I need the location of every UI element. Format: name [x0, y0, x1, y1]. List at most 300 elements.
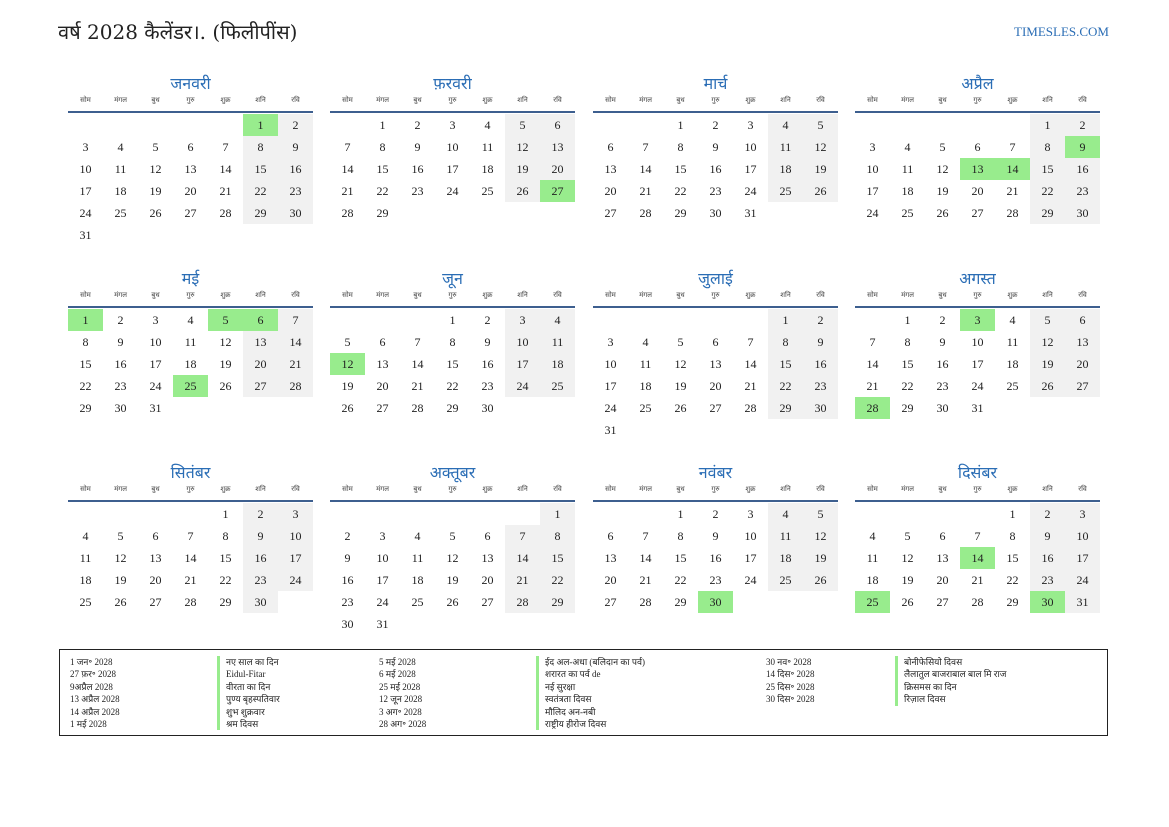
day-cell[interactable]: 23 — [709, 184, 722, 198]
day-cell[interactable]: 12 — [1030, 331, 1065, 353]
day-cell[interactable]: 19 — [341, 379, 354, 393]
day-cell[interactable]: 23 — [803, 375, 838, 397]
day-cell[interactable]: 23 — [411, 184, 424, 198]
day-cell[interactable]: 10 — [278, 525, 313, 547]
day-cell[interactable]: 8 — [768, 331, 803, 353]
day-cell[interactable]: 28 — [219, 206, 232, 220]
holiday-day-cell[interactable]: 27 — [540, 180, 575, 202]
day-cell[interactable]: 24 — [446, 184, 459, 198]
day-cell[interactable]: 19 — [901, 573, 914, 587]
holiday-day-cell[interactable]: 28 — [855, 397, 890, 419]
day-cell[interactable]: 7 — [1009, 140, 1016, 154]
day-cell[interactable]: 18 — [184, 357, 197, 371]
day-cell[interactable]: 12 — [446, 551, 459, 565]
day-cell[interactable]: 7 — [642, 529, 649, 543]
day-cell[interactable]: 19 — [149, 184, 162, 198]
day-cell[interactable]: 28 — [971, 595, 984, 609]
day-cell[interactable]: 13 — [604, 551, 617, 565]
day-cell[interactable]: 11 — [639, 357, 652, 371]
day-cell[interactable]: 22 — [79, 379, 92, 393]
day-cell[interactable]: 21 — [744, 379, 757, 393]
day-cell[interactable]: 21 — [505, 569, 540, 591]
day-cell[interactable]: 29 — [219, 595, 232, 609]
day-cell[interactable]: 20 — [709, 379, 722, 393]
day-cell[interactable]: 14 — [411, 357, 424, 371]
day-cell[interactable]: 8 — [379, 140, 386, 154]
day-cell[interactable]: 16 — [411, 162, 424, 176]
day-cell[interactable]: 11 — [79, 551, 92, 565]
holiday-day-cell[interactable]: 12 — [330, 353, 365, 375]
day-cell[interactable]: 27 — [149, 595, 162, 609]
day-cell[interactable]: 3 — [449, 118, 456, 132]
day-cell[interactable]: 4 — [768, 503, 803, 525]
day-cell[interactable]: 17 — [79, 184, 92, 198]
day-cell[interactable]: 31 — [604, 423, 617, 437]
day-cell[interactable]: 27 — [604, 206, 617, 220]
day-cell[interactable]: 22 — [376, 184, 389, 198]
day-cell[interactable]: 8 — [222, 529, 229, 543]
day-cell[interactable]: 2 — [1030, 503, 1065, 525]
day-cell[interactable]: 30 — [114, 401, 127, 415]
day-cell[interactable]: 3 — [278, 503, 313, 525]
day-cell[interactable]: 11 — [540, 331, 575, 353]
day-cell[interactable]: 28 — [184, 595, 197, 609]
day-cell[interactable]: 20 — [149, 573, 162, 587]
day-cell[interactable]: 10 — [744, 529, 757, 543]
day-cell[interactable]: 18 — [901, 184, 914, 198]
day-cell[interactable]: 12 — [803, 136, 838, 158]
day-cell[interactable]: 1 — [677, 507, 684, 521]
day-cell[interactable]: 28 — [1006, 206, 1019, 220]
day-cell[interactable]: 25 — [540, 375, 575, 397]
day-cell[interactable]: 31 — [376, 617, 389, 631]
holiday-day-cell[interactable]: 13 — [960, 158, 995, 180]
day-cell[interactable]: 26 — [219, 379, 232, 393]
day-cell[interactable]: 14 — [184, 551, 197, 565]
day-cell[interactable]: 2 — [803, 309, 838, 331]
day-cell[interactable]: 24 — [744, 573, 757, 587]
day-cell[interactable]: 24 — [1065, 569, 1100, 591]
day-cell[interactable]: 18 — [1006, 357, 1019, 371]
day-cell[interactable]: 3 — [1065, 503, 1100, 525]
day-cell[interactable]: 15 — [768, 353, 803, 375]
day-cell[interactable]: 3 — [747, 118, 754, 132]
day-cell[interactable]: 16 — [709, 162, 722, 176]
day-cell[interactable]: 10 — [604, 357, 617, 371]
day-cell[interactable]: 19 — [114, 573, 127, 587]
day-cell[interactable]: 20 — [540, 158, 575, 180]
day-cell[interactable]: 4 — [904, 140, 911, 154]
day-cell[interactable]: 20 — [936, 573, 949, 587]
day-cell[interactable]: 27 — [481, 595, 494, 609]
day-cell[interactable]: 25 — [411, 595, 424, 609]
day-cell[interactable]: 10 — [866, 162, 879, 176]
day-cell[interactable]: 17 — [604, 379, 617, 393]
day-cell[interactable]: 18 — [639, 379, 652, 393]
day-cell[interactable]: 5 — [152, 140, 159, 154]
day-cell[interactable]: 14 — [341, 162, 354, 176]
day-cell[interactable]: 2 — [278, 114, 313, 136]
day-cell[interactable]: 18 — [481, 162, 494, 176]
day-cell[interactable]: 17 — [278, 547, 313, 569]
day-cell[interactable]: 21 — [219, 184, 232, 198]
day-cell[interactable]: 29 — [1030, 202, 1065, 224]
day-cell[interactable]: 11 — [114, 162, 127, 176]
day-cell[interactable]: 21 — [411, 379, 424, 393]
day-cell[interactable]: 5 — [939, 140, 946, 154]
day-cell[interactable]: 22 — [219, 573, 232, 587]
day-cell[interactable]: 18 — [768, 158, 803, 180]
day-cell[interactable]: 3 — [607, 335, 614, 349]
day-cell[interactable]: 29 — [1006, 595, 1019, 609]
day-cell[interactable]: 31 — [149, 401, 162, 415]
day-cell[interactable]: 29 — [768, 397, 803, 419]
day-cell[interactable]: 14 — [219, 162, 232, 176]
day-cell[interactable]: 27 — [184, 206, 197, 220]
day-cell[interactable]: 1 — [222, 507, 229, 521]
holiday-day-cell[interactable]: 14 — [995, 158, 1030, 180]
day-cell[interactable]: 20 — [243, 353, 278, 375]
day-cell[interactable]: 7 — [505, 525, 540, 547]
holiday-day-cell[interactable]: 5 — [208, 309, 243, 331]
day-cell[interactable]: 12 — [219, 335, 232, 349]
holiday-day-cell[interactable]: 25 — [855, 591, 890, 613]
day-cell[interactable]: 22 — [1006, 573, 1019, 587]
day-cell[interactable]: 18 — [79, 573, 92, 587]
day-cell[interactable]: 19 — [1030, 353, 1065, 375]
day-cell[interactable]: 1 — [1009, 507, 1016, 521]
day-cell[interactable]: 30 — [936, 401, 949, 415]
day-cell[interactable]: 13 — [936, 551, 949, 565]
day-cell[interactable]: 28 — [744, 401, 757, 415]
day-cell[interactable]: 11 — [768, 525, 803, 547]
day-cell[interactable]: 22 — [674, 184, 687, 198]
day-cell[interactable]: 16 — [114, 357, 127, 371]
day-cell[interactable]: 26 — [803, 569, 838, 591]
day-cell[interactable]: 2 — [712, 118, 719, 132]
day-cell[interactable]: 26 — [114, 595, 127, 609]
day-cell[interactable]: 20 — [376, 379, 389, 393]
day-cell[interactable]: 10 — [376, 551, 389, 565]
day-cell[interactable]: 21 — [278, 353, 313, 375]
day-cell[interactable]: 1 — [768, 309, 803, 331]
day-cell[interactable]: 22 — [540, 569, 575, 591]
day-cell[interactable]: 15 — [79, 357, 92, 371]
day-cell[interactable]: 5 — [449, 529, 456, 543]
day-cell[interactable]: 19 — [936, 184, 949, 198]
day-cell[interactable]: 4 — [117, 140, 124, 154]
day-cell[interactable]: 16 — [243, 547, 278, 569]
day-cell[interactable]: 25 — [768, 569, 803, 591]
day-cell[interactable]: 13 — [481, 551, 494, 565]
day-cell[interactable]: 2 — [243, 503, 278, 525]
day-cell[interactable]: 22 — [446, 379, 459, 393]
day-cell[interactable]: 9 — [344, 551, 351, 565]
day-cell[interactable]: 17 — [376, 573, 389, 587]
day-cell[interactable]: 30 — [341, 617, 354, 631]
day-cell[interactable]: 17 — [446, 162, 459, 176]
day-cell[interactable]: 8 — [1009, 529, 1016, 543]
day-cell[interactable]: 12 — [936, 162, 949, 176]
day-cell[interactable]: 7 — [278, 309, 313, 331]
day-cell[interactable]: 18 — [114, 184, 127, 198]
day-cell[interactable]: 15 — [540, 547, 575, 569]
day-cell[interactable]: 11 — [901, 162, 914, 176]
day-cell[interactable]: 25 — [114, 206, 127, 220]
holiday-day-cell[interactable]: 25 — [173, 375, 208, 397]
day-cell[interactable]: 28 — [639, 595, 652, 609]
day-cell[interactable]: 28 — [505, 591, 540, 613]
day-cell[interactable]: 5 — [1030, 309, 1065, 331]
day-cell[interactable]: 6 — [939, 529, 946, 543]
day-cell[interactable]: 9 — [939, 335, 946, 349]
day-cell[interactable]: 1 — [449, 313, 456, 327]
day-cell[interactable]: 19 — [219, 357, 232, 371]
day-cell[interactable]: 2 — [117, 313, 124, 327]
day-cell[interactable]: 29 — [79, 401, 92, 415]
day-cell[interactable]: 15 — [674, 162, 687, 176]
day-cell[interactable]: 9 — [712, 140, 719, 154]
holiday-day-cell[interactable]: 1 — [68, 309, 103, 331]
day-cell[interactable]: 10 — [505, 331, 540, 353]
day-cell[interactable]: 14 — [505, 547, 540, 569]
holiday-day-cell[interactable]: 3 — [960, 309, 995, 331]
day-cell[interactable]: 7 — [414, 335, 421, 349]
day-cell[interactable]: 6 — [379, 335, 386, 349]
day-cell[interactable]: 3 — [379, 529, 386, 543]
day-cell[interactable]: 24 — [744, 184, 757, 198]
day-cell[interactable]: 1 — [379, 118, 386, 132]
day-cell[interactable]: 10 — [79, 162, 92, 176]
day-cell[interactable]: 23 — [936, 379, 949, 393]
day-cell[interactable]: 12 — [505, 136, 540, 158]
day-cell[interactable]: 4 — [82, 529, 89, 543]
day-cell[interactable]: 25 — [901, 206, 914, 220]
day-cell[interactable]: 30 — [481, 401, 494, 415]
day-cell[interactable]: 23 — [1030, 569, 1065, 591]
day-cell[interactable]: 13 — [709, 357, 722, 371]
day-cell[interactable]: 17 — [744, 551, 757, 565]
day-cell[interactable]: 9 — [117, 335, 124, 349]
day-cell[interactable]: 7 — [187, 529, 194, 543]
day-cell[interactable]: 29 — [540, 591, 575, 613]
day-cell[interactable]: 1 — [540, 503, 575, 525]
day-cell[interactable]: 22 — [674, 573, 687, 587]
day-cell[interactable]: 19 — [505, 158, 540, 180]
day-cell[interactable]: 18 — [866, 573, 879, 587]
day-cell[interactable]: 23 — [481, 379, 494, 393]
day-cell[interactable]: 17 — [149, 357, 162, 371]
day-cell[interactable]: 30 — [803, 397, 838, 419]
day-cell[interactable]: 26 — [674, 401, 687, 415]
day-cell[interactable]: 13 — [184, 162, 197, 176]
day-cell[interactable]: 28 — [278, 375, 313, 397]
day-cell[interactable]: 28 — [639, 206, 652, 220]
day-cell[interactable]: 30 — [278, 202, 313, 224]
day-cell[interactable]: 30 — [709, 206, 722, 220]
day-cell[interactable]: 22 — [768, 375, 803, 397]
day-cell[interactable]: 4 — [484, 118, 491, 132]
day-cell[interactable]: 15 — [219, 551, 232, 565]
day-cell[interactable]: 10 — [744, 140, 757, 154]
day-cell[interactable]: 21 — [341, 184, 354, 198]
day-cell[interactable]: 14 — [639, 162, 652, 176]
day-cell[interactable]: 16 — [1030, 547, 1065, 569]
day-cell[interactable]: 1 — [1030, 114, 1065, 136]
day-cell[interactable]: 24 — [505, 375, 540, 397]
day-cell[interactable]: 20 — [604, 184, 617, 198]
day-cell[interactable]: 2 — [1065, 114, 1100, 136]
day-cell[interactable]: 29 — [674, 206, 687, 220]
day-cell[interactable]: 21 — [1006, 184, 1019, 198]
day-cell[interactable]: 6 — [484, 529, 491, 543]
day-cell[interactable]: 4 — [540, 309, 575, 331]
day-cell[interactable]: 29 — [243, 202, 278, 224]
day-cell[interactable]: 22 — [1030, 180, 1065, 202]
day-cell[interactable]: 5 — [344, 335, 351, 349]
day-cell[interactable]: 27 — [376, 401, 389, 415]
day-cell[interactable]: 17 — [505, 353, 540, 375]
day-cell[interactable]: 10 — [1065, 525, 1100, 547]
day-cell[interactable]: 25 — [768, 180, 803, 202]
day-cell[interactable]: 7 — [222, 140, 229, 154]
day-cell[interactable]: 21 — [184, 573, 197, 587]
day-cell[interactable]: 3 — [82, 140, 89, 154]
day-cell[interactable]: 5 — [117, 529, 124, 543]
day-cell[interactable]: 24 — [278, 569, 313, 591]
day-cell[interactable]: 30 — [1065, 202, 1100, 224]
day-cell[interactable]: 8 — [449, 335, 456, 349]
day-cell[interactable]: 11 — [184, 335, 197, 349]
day-cell[interactable]: 26 — [505, 180, 540, 202]
day-cell[interactable]: 26 — [341, 401, 354, 415]
day-cell[interactable]: 6 — [1065, 309, 1100, 331]
day-cell[interactable]: 17 — [866, 184, 879, 198]
day-cell[interactable]: 7 — [344, 140, 351, 154]
day-cell[interactable]: 2 — [414, 118, 421, 132]
day-cell[interactable]: 27 — [1065, 375, 1100, 397]
day-cell[interactable]: 21 — [639, 184, 652, 198]
day-cell[interactable]: 2 — [939, 313, 946, 327]
day-cell[interactable]: 25 — [79, 595, 92, 609]
day-cell[interactable]: 12 — [901, 551, 914, 565]
day-cell[interactable]: 17 — [971, 357, 984, 371]
day-cell[interactable]: 3 — [869, 140, 876, 154]
day-cell[interactable]: 14 — [744, 357, 757, 371]
day-cell[interactable]: 25 — [639, 401, 652, 415]
day-cell[interactable]: 19 — [446, 573, 459, 587]
day-cell[interactable]: 30 — [243, 591, 278, 613]
day-cell[interactable]: 23 — [243, 569, 278, 591]
day-cell[interactable]: 8 — [82, 335, 89, 349]
day-cell[interactable]: 24 — [866, 206, 879, 220]
day-cell[interactable]: 25 — [481, 184, 494, 198]
day-cell[interactable]: 8 — [540, 525, 575, 547]
day-cell[interactable]: 1 — [677, 118, 684, 132]
day-cell[interactable]: 20 — [971, 184, 984, 198]
day-cell[interactable]: 24 — [376, 595, 389, 609]
day-cell[interactable]: 13 — [149, 551, 162, 565]
day-cell[interactable]: 27 — [709, 401, 722, 415]
day-cell[interactable]: 4 — [1009, 313, 1016, 327]
day-cell[interactable]: 13 — [540, 136, 575, 158]
day-cell[interactable]: 6 — [607, 140, 614, 154]
day-cell[interactable]: 15 — [376, 162, 389, 176]
day-cell[interactable]: 3 — [152, 313, 159, 327]
day-cell[interactable]: 9 — [803, 331, 838, 353]
day-cell[interactable]: 20 — [481, 573, 494, 587]
day-cell[interactable]: 27 — [971, 206, 984, 220]
day-cell[interactable]: 23 — [709, 573, 722, 587]
day-cell[interactable]: 27 — [243, 375, 278, 397]
day-cell[interactable]: 16 — [341, 573, 354, 587]
day-cell[interactable]: 12 — [114, 551, 127, 565]
day-cell[interactable]: 21 — [639, 573, 652, 587]
day-cell[interactable]: 28 — [411, 401, 424, 415]
holiday-day-cell[interactable]: 30 — [698, 591, 733, 613]
holiday-day-cell[interactable]: 1 — [243, 114, 278, 136]
day-cell[interactable]: 17 — [1065, 547, 1100, 569]
day-cell[interactable]: 20 — [1065, 353, 1100, 375]
day-cell[interactable]: 14 — [866, 357, 879, 371]
day-cell[interactable]: 5 — [803, 114, 838, 136]
day-cell[interactable]: 5 — [904, 529, 911, 543]
day-cell[interactable]: 6 — [712, 335, 719, 349]
day-cell[interactable]: 14 — [278, 331, 313, 353]
day-cell[interactable]: 23 — [114, 379, 127, 393]
day-cell[interactable]: 16 — [709, 551, 722, 565]
day-cell[interactable]: 14 — [639, 551, 652, 565]
holiday-day-cell[interactable]: 9 — [1065, 136, 1100, 158]
site-link[interactable]: TIMESLES.COM — [1014, 24, 1109, 39]
day-cell[interactable]: 8 — [243, 136, 278, 158]
day-cell[interactable]: 4 — [768, 114, 803, 136]
day-cell[interactable]: 16 — [1065, 158, 1100, 180]
day-cell[interactable]: 3 — [747, 507, 754, 521]
day-cell[interactable]: 6 — [187, 140, 194, 154]
day-cell[interactable]: 31 — [971, 401, 984, 415]
day-cell[interactable]: 24 — [79, 206, 92, 220]
day-cell[interactable]: 9 — [243, 525, 278, 547]
day-cell[interactable]: 5 — [505, 114, 540, 136]
day-cell[interactable]: 16 — [936, 357, 949, 371]
day-cell[interactable]: 10 — [149, 335, 162, 349]
day-cell[interactable]: 28 — [341, 206, 354, 220]
day-cell[interactable]: 1 — [904, 313, 911, 327]
day-cell[interactable]: 4 — [187, 313, 194, 327]
day-cell[interactable]: 9 — [278, 136, 313, 158]
day-cell[interactable]: 19 — [803, 547, 838, 569]
day-cell[interactable]: 2 — [344, 529, 351, 543]
day-cell[interactable]: 22 — [243, 180, 278, 202]
day-cell[interactable]: 22 — [901, 379, 914, 393]
day-cell[interactable]: 6 — [974, 140, 981, 154]
day-cell[interactable]: 9 — [1030, 525, 1065, 547]
day-cell[interactable]: 2 — [484, 313, 491, 327]
day-cell[interactable]: 11 — [411, 551, 424, 565]
day-cell[interactable]: 26 — [446, 595, 459, 609]
day-cell[interactable]: 23 — [341, 595, 354, 609]
day-cell[interactable]: 11 — [768, 136, 803, 158]
day-cell[interactable]: 24 — [604, 401, 617, 415]
day-cell[interactable]: 13 — [243, 331, 278, 353]
day-cell[interactable]: 29 — [901, 401, 914, 415]
day-cell[interactable]: 29 — [674, 595, 687, 609]
day-cell[interactable]: 13 — [376, 357, 389, 371]
day-cell[interactable]: 6 — [540, 114, 575, 136]
day-cell[interactable]: 7 — [747, 335, 754, 349]
day-cell[interactable]: 18 — [768, 547, 803, 569]
